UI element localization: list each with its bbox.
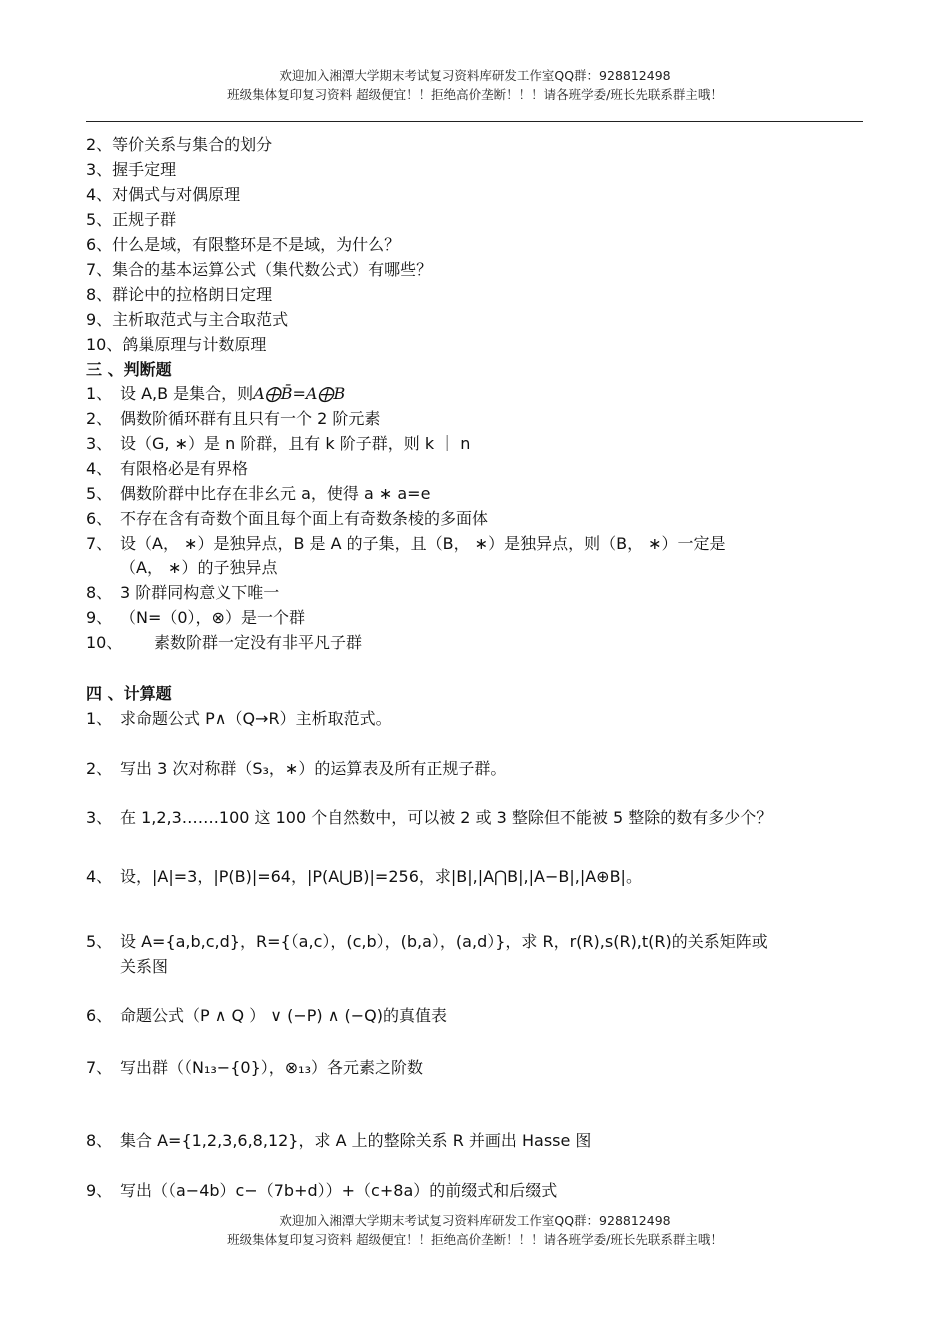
calc-item-continuation: 关系图: [120, 957, 169, 976]
concept-item: 8、群论中的拉格朗日定理: [86, 285, 273, 304]
footer-line-2: 班级集体复印复习资料 超级便宜！！拒绝高价垄断！！！请各班学委/班长先联系群主哦！: [227, 1232, 723, 1247]
judge-item: [86, 582, 279, 604]
judge-item: [86, 383, 345, 405]
item-number: 2、: [86, 409, 113, 428]
calc-item: [86, 1130, 591, 1152]
item-text: 3 阶群同构意义下唯一: [120, 583, 280, 602]
item-number: 1、: [86, 384, 113, 403]
item-text: 设 A={a,b,c,d}，R={（a,c），(c,b），(b,a），(a,d）}，求 R，r(R),s(R),t(R)的关系矩阵或: [120, 932, 768, 951]
judge-item: [86, 508, 488, 530]
judge-item: [86, 408, 380, 430]
item-number: 7、: [86, 1058, 113, 1077]
calc-section-title: 四 、计算题: [86, 684, 172, 703]
item-text: 设（A， ∗）是独异点，B 是 A 的子集，且（B， ∗）是独异点，则（B， ∗）一定是: [120, 534, 726, 553]
concept-item: 3、握手定理: [86, 160, 177, 179]
header-line-2: 班级集体复印复习资料 超级便宜！！拒绝高价垄断！！！请各班学委/班长先联系群主哦！: [227, 87, 723, 102]
footer-line-1: 欢迎加入湘潭大学期末考试复习资料库研发工作室QQ群：928812498: [279, 1213, 671, 1228]
item-text: （N=（0），⊗）是一个群: [120, 608, 305, 627]
header-divider: [86, 121, 863, 122]
item-number: 3、: [86, 808, 113, 827]
calc-item: [86, 708, 392, 730]
item-number: 1、: [86, 709, 113, 728]
item-text: 有限格必是有界格: [120, 459, 249, 478]
item-text: 集合 A={1,2,3,6,8,12}，求 A 上的整除关系 R 并画出 Hasse 图: [120, 1131, 592, 1150]
judge-item-continuation: （A， ∗）的子独异点: [120, 558, 278, 577]
item-formula: A⨁B̄=A⨁B: [253, 384, 346, 403]
judge-item: [86, 607, 305, 629]
judge-item: [86, 533, 726, 555]
item-text: 求命题公式 P∧（Q→R）主析取范式。: [120, 709, 392, 728]
item-text: 偶数阶群中比存在非幺元 a，使得 a ∗ a=e: [120, 484, 431, 503]
concept-item: 5、正规子群: [86, 210, 177, 229]
item-number: 7、: [86, 534, 113, 553]
calc-item: [86, 931, 768, 953]
judge-item: [86, 632, 362, 654]
item-number: 8、: [86, 583, 113, 602]
concept-item: 6、什么是域，有限整环是不是域，为什么？: [86, 235, 401, 254]
item-number: 4、: [86, 867, 113, 886]
concept-item: 10、鸽巢原理与计数原理: [86, 335, 267, 354]
item-number: 9、: [86, 1181, 113, 1200]
item-text: 设 A,B 是集合，则: [120, 384, 254, 403]
judge-item: [86, 483, 430, 505]
item-number: 9、: [86, 608, 113, 627]
calc-item: [86, 1005, 447, 1027]
item-text: 在 1,2,3…….100 这 100 个自然数中，可以被 2 或 3 整除但不能被 5 整除的数有多少个？: [120, 808, 773, 827]
item-text: 偶数阶循环群有且只有一个 2 阶元素: [120, 409, 381, 428]
item-number: 6、: [86, 509, 113, 528]
item-number: 5、: [86, 932, 113, 951]
page-footer: [0, 1211, 950, 1249]
calc-item: [86, 1057, 423, 1079]
concept-item: 4、对偶式与对偶原理: [86, 185, 241, 204]
judge-item: [86, 433, 470, 455]
page-header: [0, 66, 950, 104]
concept-item: 7、集合的基本运算公式（集代数公式）有哪些？: [86, 260, 433, 279]
item-text: 命题公式（P ∧ Q ） ∨ (−P) ∧ (−Q)的真值表: [120, 1006, 448, 1025]
calc-item: [86, 866, 642, 888]
calc-item: [86, 1180, 557, 1202]
item-number: 10、: [86, 633, 123, 652]
item-number: 8、: [86, 1131, 113, 1150]
item-number: 6、: [86, 1006, 113, 1025]
item-number: 3、: [86, 434, 113, 453]
concept-item: 2、等价关系与集合的划分: [86, 135, 273, 154]
item-text: 写出群（（N₁₃−{0}），⊗₁₃）各元素之阶数: [120, 1058, 423, 1077]
judge-item: [86, 458, 248, 480]
item-text: 素数阶群一定没有非平凡子群: [154, 633, 363, 652]
calc-item: [86, 807, 772, 829]
header-line-1: 欢迎加入湘潭大学期末考试复习资料库研发工作室QQ群：928812498: [279, 68, 671, 83]
item-number: 4、: [86, 459, 113, 478]
calc-item: [86, 758, 506, 780]
item-text: 写出（（a−4b）c−（7b+d））+（c+8a）的前缀式和后缀式: [120, 1181, 558, 1200]
item-text: 不存在含有奇数个面且每个面上有奇数条棱的多面体: [120, 509, 489, 528]
item-text: 写出 3 次对称群（S₃，∗）的运算表及所有正规子群。: [120, 759, 507, 778]
item-number: 2、: [86, 759, 113, 778]
concept-item: 9、主析取范式与主合取范式: [86, 310, 289, 329]
item-text: 设，|A|=3，|P(B)|=64，|P(A⋃B)|=256，求|B|,|A⋂B|,|A−B|,|A⊕B|。: [120, 867, 642, 886]
judge-section-title: 三 、判断题: [86, 360, 172, 379]
item-number: 5、: [86, 484, 113, 503]
item-text: 设（G, ∗）是 n 阶群，且有 k 阶子群，则 k ｜ n: [120, 434, 471, 453]
